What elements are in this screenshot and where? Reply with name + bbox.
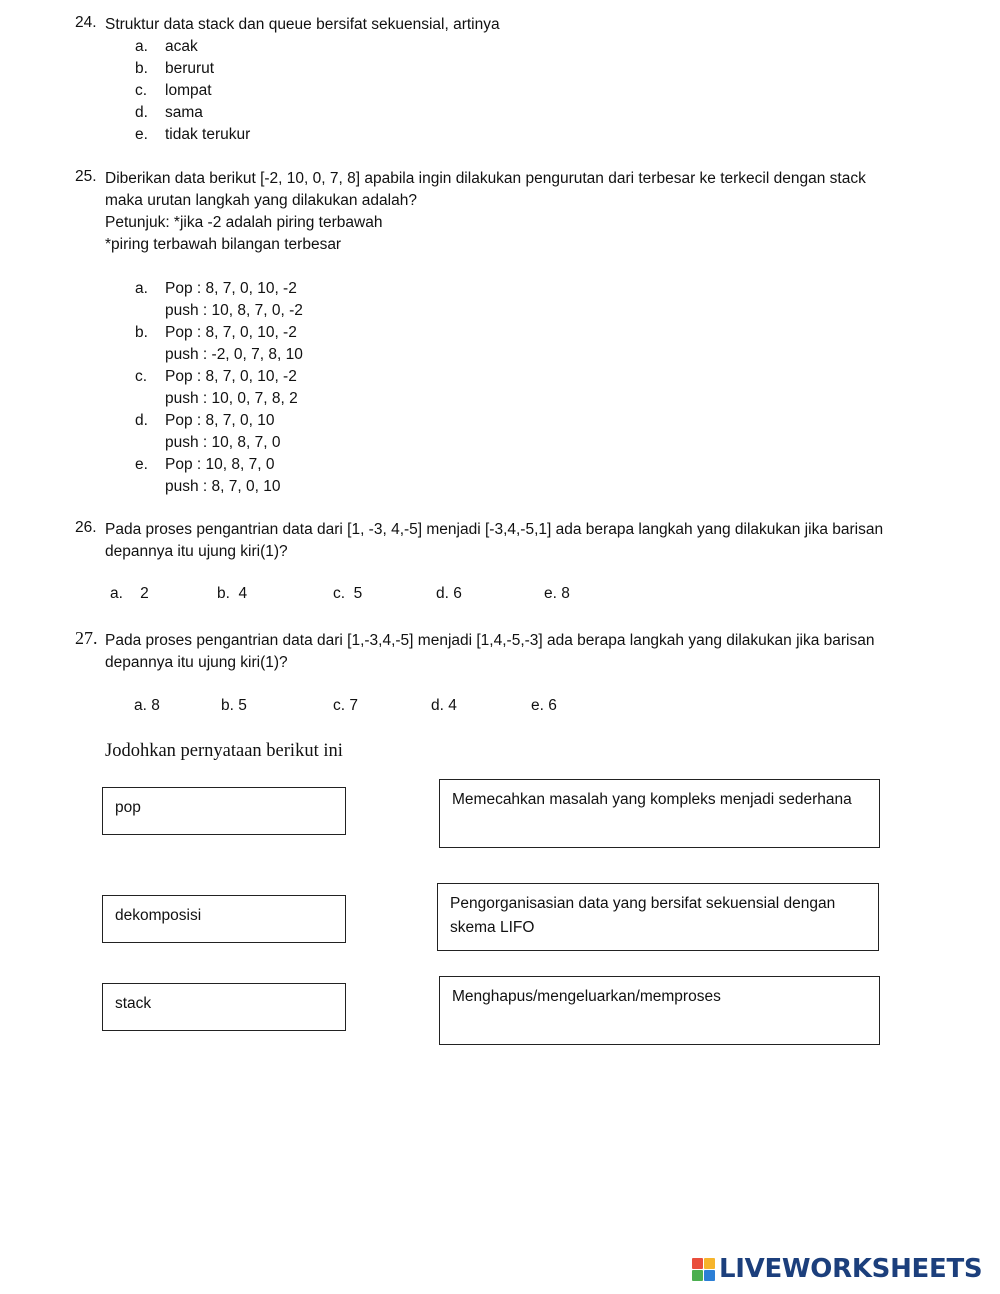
question-25-text-line-2: maka urutan langkah yang dilakukan adalah? [105, 192, 417, 209]
option-push: push : -2, 0, 7, 8, 10 [165, 346, 303, 363]
match-right-decomposition-def[interactable]: Memecahkan masalah yang kompleks menjadi sederhana [439, 779, 880, 848]
q26-option-b[interactable]: b. 4 [217, 585, 248, 602]
option-text: tidak terukur [165, 126, 251, 143]
liveworksheets-logo[interactable] [692, 1252, 982, 1286]
question-24-text: Struktur data stack dan queue bersifat sekuensial, artinya [105, 16, 500, 33]
question-27-text-line-1: Pada proses pengantrian data dari [1,-3,4,-5] menjadi [1,4,-5,-3] ada berapa langkah yang dilakukan jika barisan [105, 632, 875, 649]
option-label: e. [135, 126, 148, 143]
question-27-number: 27. [75, 628, 98, 648]
question-26-text-line-1: Pada proses pengantrian data dari [1, -3, 4,-5] menjadi [-3,4,-5,1] ada berapa langkah yang dilakukan jika barisan [105, 521, 884, 538]
question-26-text-line-2: depannya itu ujung kiri(1)? [105, 543, 288, 560]
liveworksheets-mark-icon [692, 1258, 715, 1281]
q26-option-c[interactable]: c. 5 [333, 585, 363, 602]
option-label: d. [135, 104, 148, 121]
option-label: c. [135, 368, 148, 385]
question-25-number: 25. [75, 168, 97, 185]
question-26-number: 26. [75, 519, 97, 536]
question-25-hint-line-1: Petunjuk: *jika -2 adalah piring terbawah [105, 214, 383, 231]
logo-square-yellow [704, 1258, 715, 1269]
option-text: acak [165, 38, 198, 55]
option-push: push : 10, 0, 7, 8, 2 [165, 390, 298, 407]
option-pop: Pop : 8, 7, 0, 10, -2 [165, 368, 297, 385]
option-push: push : 8, 7, 0, 10 [165, 478, 281, 495]
match-left-pop[interactable]: pop [102, 787, 346, 835]
option-text: berurut [165, 60, 215, 77]
q27-option-e[interactable]: e. 6 [531, 697, 557, 714]
option-pop: Pop : 8, 7, 0, 10, -2 [165, 324, 297, 341]
q26-option-d[interactable]: d. 6 [436, 585, 462, 602]
q27-option-c[interactable]: c. 7 [333, 697, 358, 714]
option-label: c. [135, 82, 148, 99]
option-text: lompat [165, 82, 212, 99]
option-label: a. [135, 280, 148, 297]
match-right-stack-def[interactable]: Pengorganisasian data yang bersifat sekuensial dengan skema LIFO [437, 883, 879, 951]
logo-square-red [692, 1258, 703, 1269]
question-24-number: 24. [75, 14, 97, 31]
q26-option-a[interactable]: a. 2 [110, 585, 149, 602]
option-push: push : 10, 8, 7, 0 [165, 434, 281, 451]
question-25-text-line-1: Diberikan data berikut [-2, 10, 0, 7, 8] apabila ingin dilakukan pengurutan dari terbesar ke terkecil dengan stack [105, 170, 866, 187]
question-27-text-line-2: depannya itu ujung kiri(1)? [105, 654, 288, 671]
match-left-dekomposisi[interactable]: dekomposisi [102, 895, 346, 943]
liveworksheets-wordmark: LIVEWORKSHEETS [719, 1254, 983, 1284]
q27-option-b[interactable]: b. 5 [221, 697, 247, 714]
match-left-stack[interactable]: stack [102, 983, 346, 1031]
option-pop: Pop : 8, 7, 0, 10, -2 [165, 280, 297, 297]
option-pop: Pop : 8, 7, 0, 10 [165, 412, 275, 429]
option-label: b. [135, 60, 148, 77]
logo-square-green [692, 1270, 703, 1281]
match-right-pop-def[interactable]: Menghapus/mengeluarkan/memproses [439, 976, 880, 1045]
option-label: e. [135, 456, 148, 473]
question-25-hint-line-2: *piring terbawah bilangan terbesar [105, 236, 342, 253]
option-text: sama [165, 104, 203, 121]
q27-option-d[interactable]: d. 4 [431, 697, 457, 714]
option-label: d. [135, 412, 148, 429]
logo-square-blue [704, 1270, 715, 1281]
option-label: b. [135, 324, 148, 341]
q26-option-e[interactable]: e. 8 [544, 585, 570, 602]
matching-title: Jodohkan pernyataan berikut ini [105, 741, 343, 761]
option-label: a. [135, 38, 148, 55]
option-push: push : 10, 8, 7, 0, -2 [165, 302, 303, 319]
q27-option-a[interactable]: a. 8 [134, 697, 160, 714]
option-pop: Pop : 10, 8, 7, 0 [165, 456, 275, 473]
